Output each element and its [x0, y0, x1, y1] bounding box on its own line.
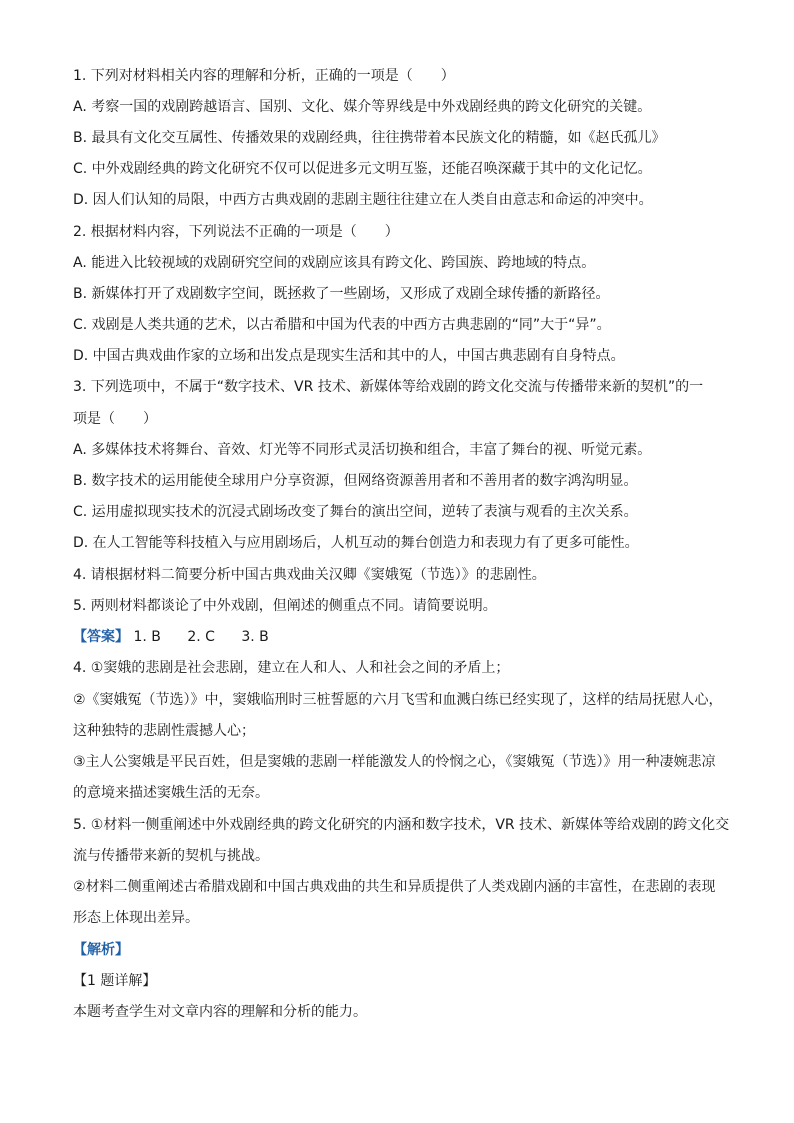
answer-4-point-2-line2: 这种独特的悲剧性震撼人心；: [73, 723, 255, 739]
answer-line: [73, 627, 291, 647]
analysis-q1-heading: 【1 题详解】: [73, 973, 157, 989]
answer-label: 【答案】: [73, 629, 129, 645]
answer-5-point-2-line2: 形态上体现出差异。: [73, 910, 199, 926]
question-2-option-c: C. 戏剧是人类共通的艺术，以古希腊和中国为代表的中西方古典悲剧的“同”大于“异”。: [73, 317, 611, 333]
question-2-stem: 2. 根据材料内容，下列说法不正确的一项是（ ）: [73, 224, 399, 240]
question-1-option-d: D. 因人们认知的局限，中西方古典戏剧的悲剧主题往往建立在人类自由意志和命运的冲突中。: [73, 192, 653, 208]
question-3-stem-line2: 项是（ ）: [73, 411, 157, 427]
question-4: 4. 请根据材料二简要分析中国古典戏曲关汉卿《窦娥冤（节选）》的悲剧性。: [73, 567, 546, 583]
answer-2: 2. C: [187, 629, 215, 645]
question-3-option-a: A. 多媒体技术将舞台、音效、灯光等不同形式灵活切换和组合，丰富了舞台的视、听觉元素。: [73, 442, 652, 458]
question-1-option-c: C. 中外戏剧经典的跨文化研究不仅可以促进多元文明互鉴，还能召唤深藏于其中的文化记忆。: [73, 161, 652, 177]
answer-4-point-3-line1: ③主人公窦娥是平民百姓，但是窦娥的悲剧一样能激发人的怜悯之心，《窦娥冤（节选）》用一种凄婉悲凉: [73, 754, 716, 770]
question-2-option-d: D. 中国古典戏曲作家的立场和出发点是现实生活和其中的人，中国古典悲剧有自身特点。: [73, 348, 625, 364]
question-3-stem-line1: 3. 下列选项中，不属于“数字技术、VR 技术、新媒体等给戏剧的跨文化交流与传播带来新的契机”的一: [73, 379, 704, 395]
answer-5-point-1-line2: 流与传播带来新的契机与挑战。: [73, 848, 269, 864]
question-2-option-b: B. 新媒体打开了戏剧数字空间，既拯救了一些剧场，又形成了戏剧全球传播的新路径。: [73, 286, 610, 302]
question-1-option-b: B. 最具有文化交互属性、传播效果的戏剧经典，往往携带着本民族文化的精髓，如《赵氏孤儿》: [73, 130, 666, 146]
question-3-option-c: C. 运用虚拟现实技术的沉浸式剧场改变了舞台的演出空间，逆转了表演与观看的主次关系。: [73, 504, 638, 520]
analysis-label: 【解析】: [73, 942, 129, 958]
answer-1: 1. B: [133, 629, 161, 645]
answer-4-point-2-line1: ②《窦娥冤（节选）》中，窦娥临刑时三桩誓愿的六月飞雪和血溅白练已经实现了，这样的结局抚慰人心，: [73, 692, 723, 708]
answer-3: 3. B: [241, 629, 269, 645]
answer-4-point-3-line2: 的意境来描述窦娥生活的无奈。: [73, 785, 269, 801]
answer-5-point-2-line1: ②材料二侧重阐述古希腊戏剧和中国古典戏曲的共生和异质提供了人类戏剧内涵的丰富性，在悲剧的表现: [73, 879, 716, 895]
question-3-option-d: D. 在人工智能等科技植入与应用剧场后，人机互动的舞台创造力和表现力有了更多可能性。: [73, 535, 639, 551]
question-1-option-a: A. 考察一国的戏剧跨越语言、国别、文化、媒介等界线是中外戏剧经典的跨文化研究的关键。: [73, 99, 652, 115]
question-2-option-a: A. 能进入比较视域的戏剧研究空间的戏剧应该具有跨文化、跨国族、跨地域的特点。: [73, 255, 596, 271]
question-1-stem: 1. 下列对材料相关内容的理解和分析，正确的一项是（ ）: [73, 68, 455, 84]
answer-5-point-1-line1: 5. ①材料一侧重阐述中外戏剧经典的跨文化研究的内涵和数字技术，VR 技术、新媒体等给戏剧的跨文化交: [73, 817, 730, 833]
analysis-q1-text: 本题考查学生对文章内容的理解和分析的能力。: [73, 1004, 367, 1020]
question-3-option-b: B. 数字技术的运用能使全球用户分享资源，但网络资源善用者和不善用者的数字鸿沟明显。: [73, 473, 638, 489]
answer-4-point-1: 4. ①窦娥的悲剧是社会悲剧，建立在人和人、人和社会之间的矛盾上；: [73, 660, 510, 676]
question-5: 5. 两则材料都谈论了中外戏剧，但阐述的侧重点不同。请简要说明。: [73, 598, 497, 614]
